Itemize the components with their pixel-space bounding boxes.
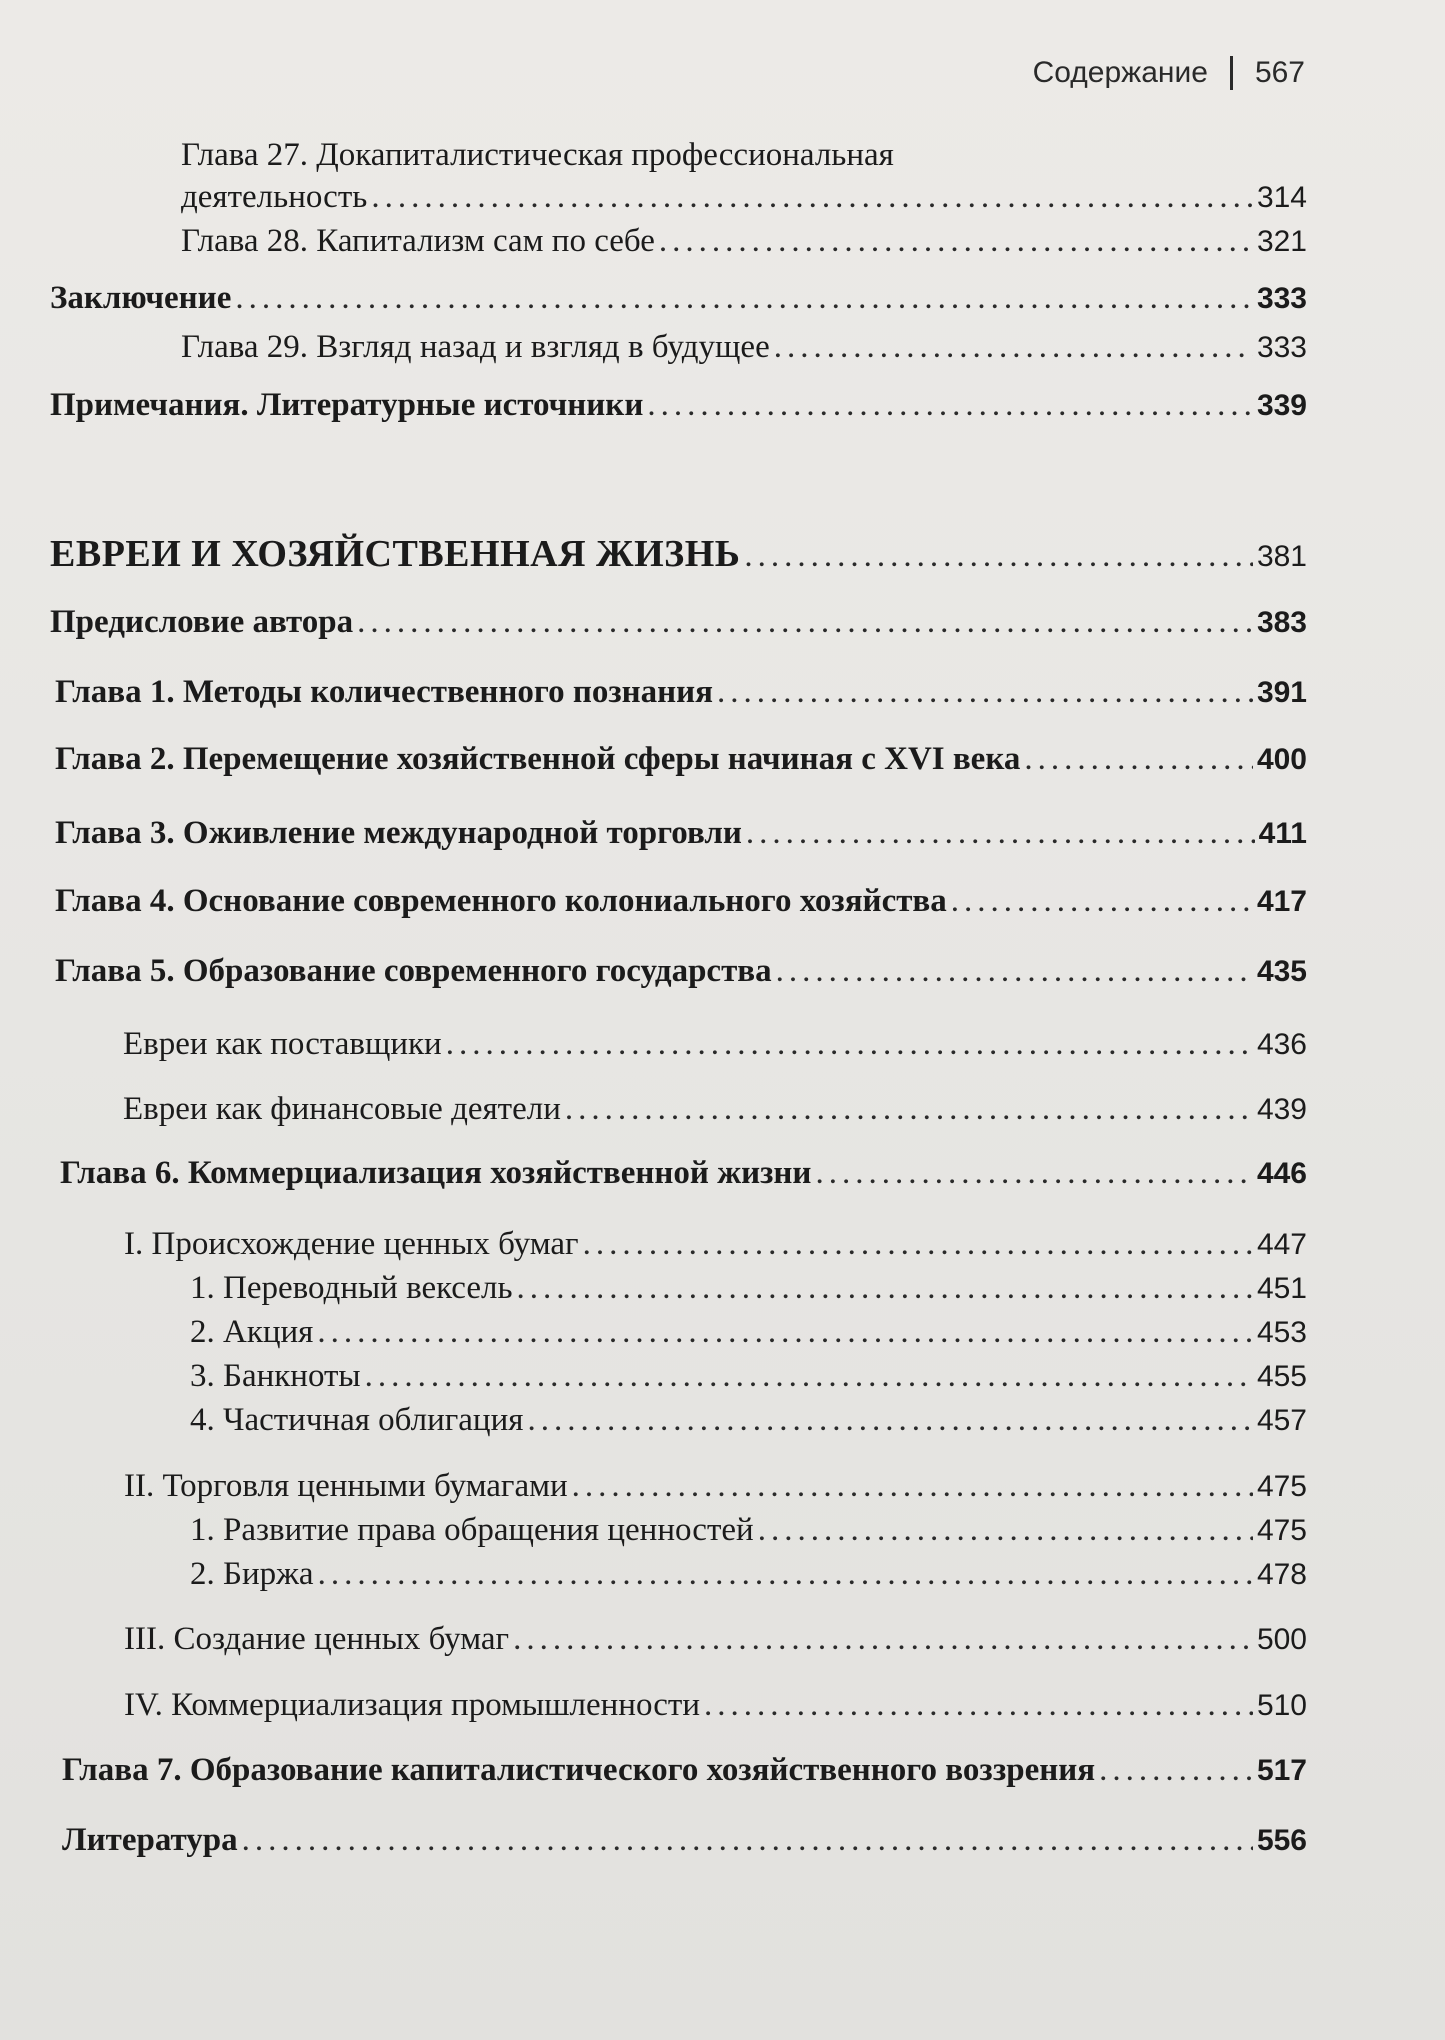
leader-dots [776, 949, 1253, 993]
toc-entry-section-2: II. Торговля ценными бумагами ..... 475 [124, 1464, 1307, 1509]
page-number: 567 [1254, 56, 1305, 89]
leader-dots [365, 1354, 1253, 1398]
toc-entry-section-2-1: 1. Развитие права обращения ценностей ..... 475 [190, 1508, 1307, 1553]
leader-dots [659, 219, 1253, 263]
toc-entry-section-1-4: 4. Частичная облигация ..... 457 [190, 1398, 1307, 1443]
leader-dots [565, 1087, 1253, 1131]
toc-entry-section-2-2: 2. Биржа ..... 478 [190, 1552, 1307, 1597]
leader-dots [744, 534, 1253, 578]
toc-entry-chapter-1: Глава 1. Методы количественного познания ..... 391 [55, 670, 1307, 715]
leader-dots [513, 1617, 1253, 1661]
toc-entry-chapter-28: Глава 28. Капитализм сам по себе ..... 321 [181, 219, 1307, 264]
leader-dots [1024, 737, 1253, 781]
leader-dots [242, 1818, 1253, 1862]
toc-entry-notes: Примечания. Литературные источники ..... 339 [50, 383, 1307, 428]
toc-entry-financiers: Евреи как финансовые деятели ..... 439 [123, 1087, 1307, 1132]
toc-entry-chapter-27: деятельность ..... 314 [181, 175, 1307, 220]
leader-dots [446, 1022, 1253, 1066]
leader-dots [951, 879, 1253, 923]
toc-entry-suppliers: Евреи как поставщики ..... 436 [123, 1022, 1307, 1067]
toc-entry-section-1: I. Происхождение ценных бумаг ..... 447 [124, 1222, 1307, 1267]
toc-entry-chapter-7: Глава 7. Образование капиталистического хозяйственного воззрения ..... 517 [62, 1748, 1307, 1793]
leader-dots [357, 600, 1253, 644]
leader-dots [572, 1464, 1253, 1508]
leader-dots [1099, 1748, 1253, 1792]
toc-entry-section-1-1: 1. Переводный вексель ..... 451 [190, 1266, 1307, 1311]
leader-dots [815, 1151, 1253, 1195]
leader-dots [774, 325, 1253, 369]
leader-dots [517, 1266, 1253, 1310]
leader-dots [527, 1398, 1253, 1442]
leader-dots [583, 1222, 1253, 1266]
toc-entry-section-3: III. Создание ценных бумаг ..... 500 [124, 1617, 1307, 1662]
toc-entry-section-4: IV. Коммерциализация промышленности ..... 510 [124, 1683, 1307, 1728]
toc-entry-chapter-4: Глава 4. Основание современного колониального хозяйства ..... 417 [55, 879, 1307, 924]
toc-entry-section-1-3: 3. Банкноты ..... 455 [190, 1354, 1307, 1399]
leader-dots [758, 1508, 1253, 1552]
toc-entry-chapter-3: Глава 3. Оживление международной торговли ..... 411 [55, 811, 1307, 856]
running-head [1033, 56, 1305, 90]
leader-dots [647, 383, 1253, 427]
toc-entry-part-heading: ЕВРЕИ И ХОЗЯЙСТВЕННАЯ ЖИЗНЬ ..... 381 [50, 532, 1307, 579]
toc-entry-chapter-29: Глава 29. Взгляд назад и взгляд в будущее ..... 333 [181, 325, 1307, 370]
leader-dots [704, 1683, 1253, 1727]
running-head-divider [1230, 56, 1233, 90]
toc-entry-section-1-2: 2. Акция ..... 453 [190, 1310, 1307, 1355]
leader-dots [371, 175, 1253, 219]
toc-entry-chapter-27-line1: Глава 27. Докапиталистическая профессиональная [181, 137, 894, 173]
toc-entry-literature: Литература ..... 556 [62, 1818, 1307, 1863]
toc-entry-conclusion: Заключение ..... 333 [50, 276, 1307, 321]
leader-dots [746, 811, 1255, 855]
toc-entry-chapter-6: Глава 6. Коммерциализация хозяйственной жизни ..... 446 [60, 1151, 1307, 1196]
toc-entry-chapter-5: Глава 5. Образование современного государства ..... 435 [55, 949, 1307, 994]
leader-dots [318, 1552, 1253, 1596]
leader-dots [317, 1310, 1253, 1354]
leader-dots [717, 670, 1253, 714]
toc-entry-chapter-2: Глава 2. Перемещение хозяйственной сферы начиная с XVI века ..... 400 [55, 737, 1307, 782]
leader-dots [235, 276, 1253, 320]
running-head-section: Содержание [1032, 56, 1208, 89]
toc-entry-preface: Предисловие автора ..... 383 [50, 600, 1307, 645]
